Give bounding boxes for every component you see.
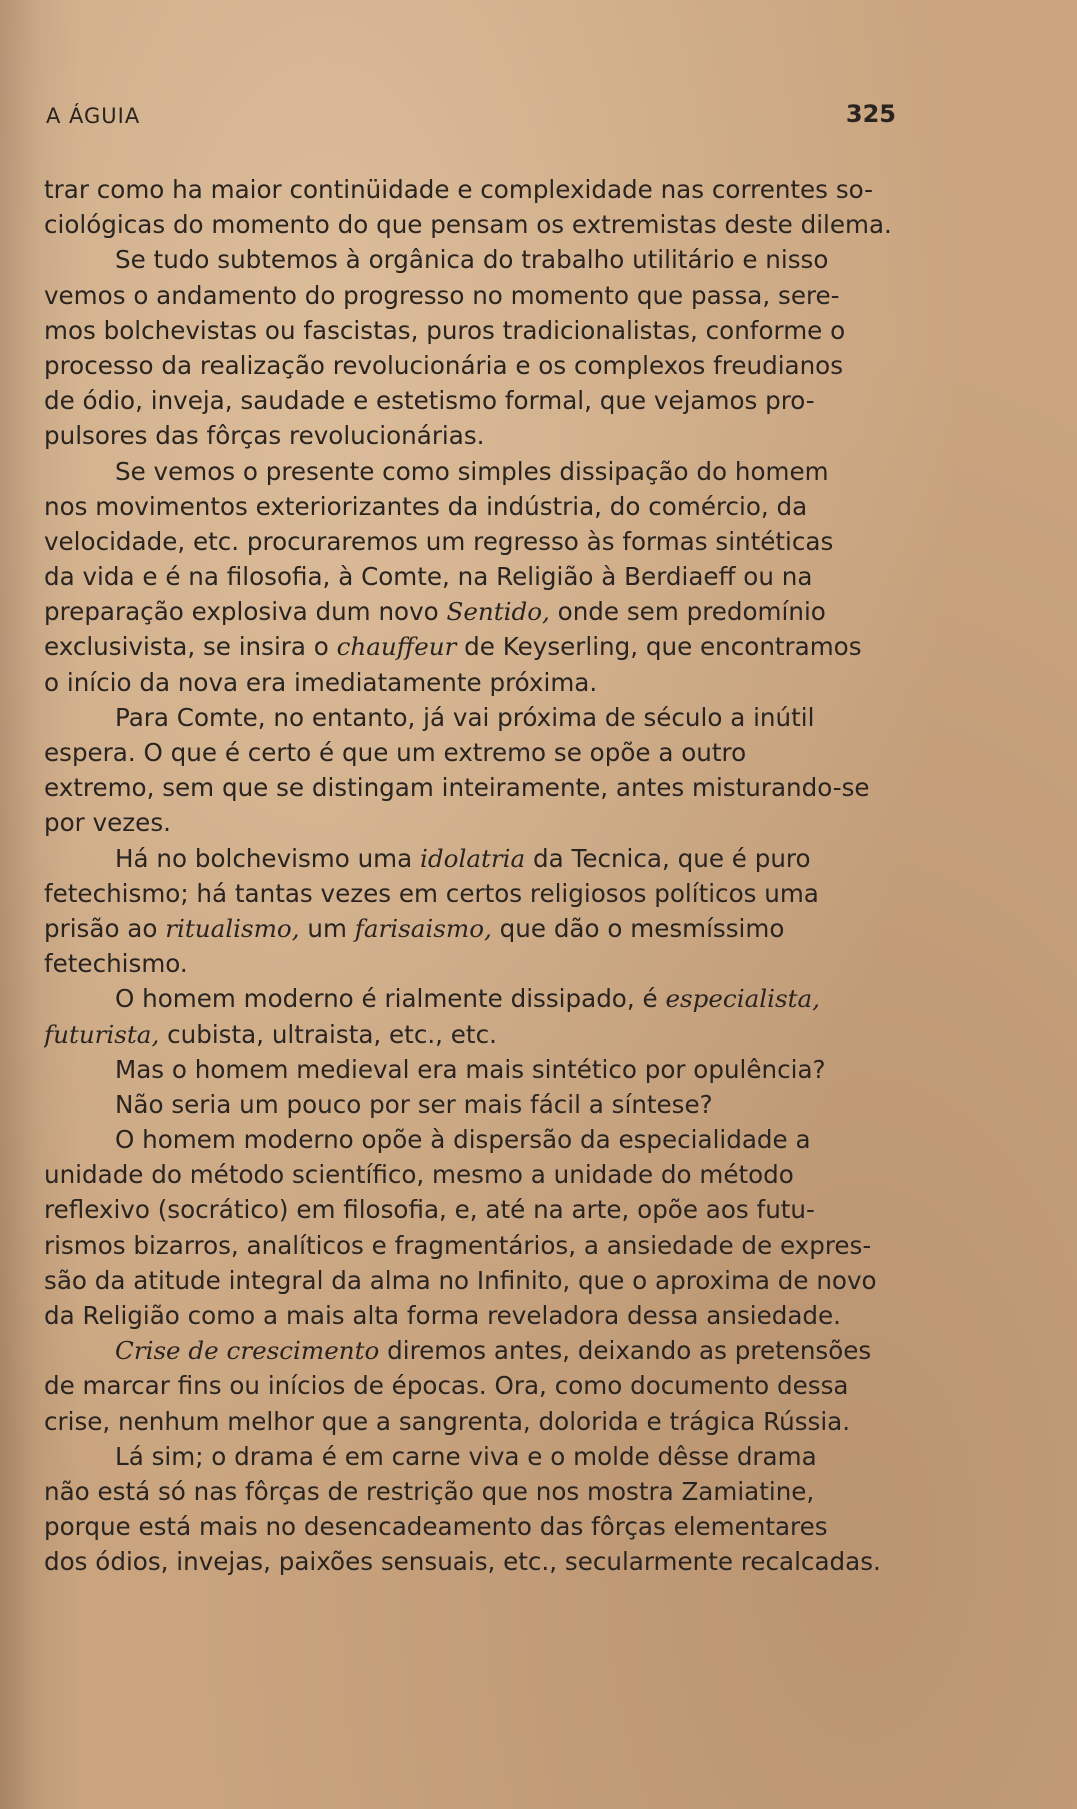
text-segment: um bbox=[299, 913, 355, 943]
text-line: pulsores das fôrças revolucionárias. bbox=[44, 421, 485, 451]
text-segment: O homem moderno é rialmente dissipado, é bbox=[115, 984, 666, 1014]
text-line: são da atitude integral da alma no Infinito, que o aproxima de novo bbox=[44, 1265, 877, 1295]
text-line: Se vemos o presente como simples dissipação do homem bbox=[115, 456, 829, 486]
italic-term: ritualismo, bbox=[165, 913, 300, 943]
text-line: O homem moderno opõe à dispersão da especialidade a bbox=[115, 1125, 811, 1155]
text-line: fetechismo. bbox=[44, 949, 188, 979]
italic-term: futurista, bbox=[44, 1019, 160, 1049]
text-line: porque está mais no desencadeamento das fôrças elementares bbox=[44, 1512, 828, 1542]
text-segment: preparação explosiva dum novo bbox=[44, 597, 447, 627]
text-line: velocidade, etc. procuraremos um regresso às formas sintéticas bbox=[44, 526, 834, 556]
text-line: mos bolchevistas ou fascistas, puros tradicionalistas, conforme o bbox=[44, 315, 846, 345]
text-line: vemos o andamento do progresso no momento que passa, sere- bbox=[44, 280, 840, 310]
text-line: processo da realização revolucionária e os complexos freudianos bbox=[44, 350, 844, 380]
text-line bbox=[44, 1017, 896, 1052]
text-segment: prisão ao bbox=[44, 913, 166, 943]
text-line: o início da nova era imediatamente próxima. bbox=[44, 667, 598, 697]
text-line: nos movimentos exteriorizantes da indústria, do comércio, da bbox=[44, 491, 808, 521]
text-line: da Religião como a mais alta forma reveladora dessa ansiedade. bbox=[44, 1301, 841, 1330]
italic-term: Crise de crescimento bbox=[115, 1336, 380, 1366]
text-line bbox=[44, 594, 896, 629]
text-segment: que dão o mesmíssimo bbox=[491, 913, 785, 943]
text-line: da vida e é na filosofia, à Comte, na Religião à Berdiaeff ou na bbox=[44, 562, 813, 592]
text-line: reflexivo (socrático) em filosofia, e, até na arte, opõe aos futu- bbox=[44, 1195, 815, 1225]
text-line: Mas o homem medieval era mais sintético por opulência? bbox=[115, 1054, 826, 1084]
text-line: unidade do método scientífico, mesmo a unidade do método bbox=[44, 1160, 794, 1190]
text-segment: diremos antes, deixando as pretensões bbox=[379, 1336, 872, 1366]
text-line: crise, nenhum melhor que a sangrenta, dolorida e trágica Rússia. bbox=[44, 1406, 851, 1436]
text-line: Não seria um pouco por ser mais fácil a síntese? bbox=[115, 1089, 713, 1119]
text-segment: onde sem predomínio bbox=[549, 597, 826, 627]
text-line bbox=[44, 629, 896, 664]
running-title: A ÁGUIA bbox=[46, 104, 141, 128]
text-line: de ódio, inveja, saudade e estetismo formal, que vejamos pro- bbox=[44, 386, 815, 416]
text-line: extremo, sem que se distingam inteiramente, antes misturando-se bbox=[44, 773, 870, 803]
italic-term: Sentido, bbox=[446, 597, 550, 627]
text-line: Para Comte, no entanto, já vai próxima de século a inútil bbox=[115, 702, 815, 732]
text-segment: de Keyserling, que encontramos bbox=[456, 632, 862, 662]
text-segment: Há no bolchevismo uma bbox=[115, 843, 421, 873]
text-line: Se tudo subtemos à orgânica do trabalho utilitário e nisso bbox=[115, 245, 829, 275]
text-segment: da Tecnica, que é puro bbox=[525, 843, 811, 873]
italic-term: idolatria bbox=[420, 843, 526, 873]
italic-term: farisaismo, bbox=[354, 913, 492, 943]
text-line: rismos bizarros, analíticos e fragmentários, a ansiedade de expres- bbox=[44, 1230, 872, 1260]
text-segment: cubista, ultraista, etc., etc. bbox=[159, 1019, 497, 1049]
text-line bbox=[44, 841, 896, 876]
body-text bbox=[44, 172, 896, 1580]
text-line bbox=[44, 1333, 896, 1368]
italic-term: especialista, bbox=[665, 984, 820, 1014]
text-segment: exclusivista, se insira o bbox=[44, 632, 337, 662]
text-line: de marcar fins ou inícios de épocas. Ora, como documento dessa bbox=[44, 1371, 849, 1401]
text-line: Lá sim; o drama é em carne viva e o molde dêsse drama bbox=[115, 1441, 817, 1471]
text-line: ciológicas do momento do que pensam os extremistas deste dilema. bbox=[44, 210, 892, 240]
text-line: não está só nas fôrças de restrição que nos mostra Zamiatine, bbox=[44, 1476, 815, 1506]
page-number: 325 bbox=[845, 100, 896, 128]
text-line: dos ódios, invejas, paixões sensuais, etc., secularmente recalcadas. bbox=[44, 1547, 881, 1577]
text-line bbox=[44, 911, 896, 946]
page-header bbox=[46, 100, 896, 134]
italic-term: chauffeur bbox=[336, 632, 457, 662]
text-line: espera. O que é certo é que um extremo se opõe a outro bbox=[44, 738, 747, 767]
text-line: fetechismo; há tantas vezes em certos religiosos políticos uma bbox=[44, 878, 819, 908]
text-line bbox=[44, 981, 896, 1016]
text-line: trar como ha maior continüidade e complexidade nas correntes so- bbox=[44, 175, 874, 204]
text-line: por vezes. bbox=[44, 808, 171, 838]
